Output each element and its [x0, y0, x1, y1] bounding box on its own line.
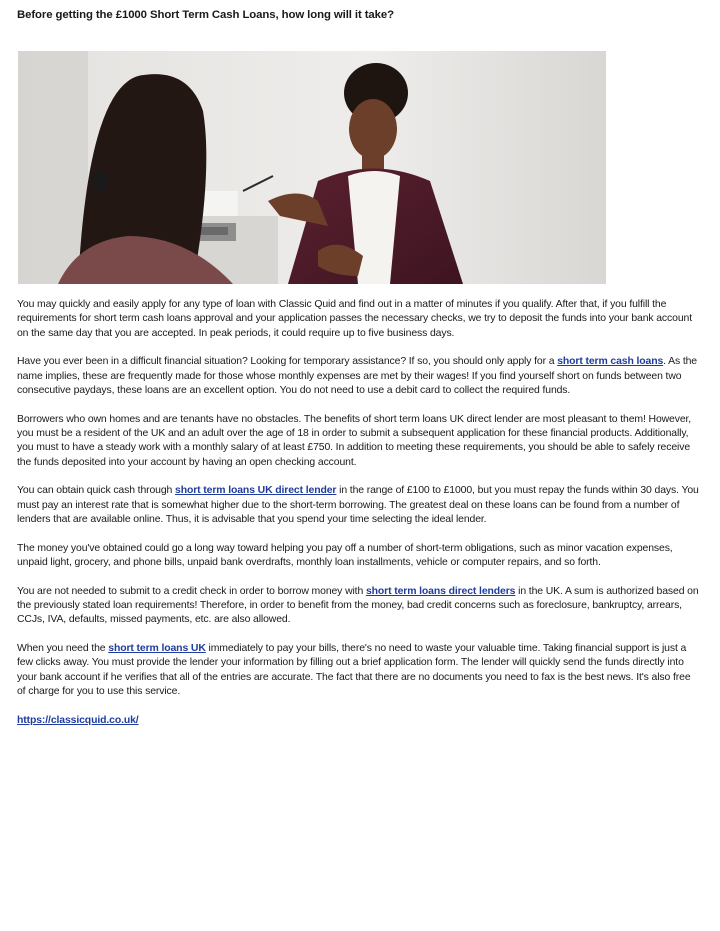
hero-photo [18, 51, 606, 284]
paragraph-5-text: The money you've obtained could go a long way toward helping you pay off a number of short-term obligations, such as minor vacation expenses, unpaid light, grocery, and phone bills, unpaid bank overdrafts, monthly loan installments, vehicle or computer repairs, and so forth. [17, 542, 673, 568]
paragraph-3-text: Borrowers who own homes and are tenants have no obstacles. The benefits of short term loans UK direct lender are most pleasant to them! However, you must be a resident of the UK and an adult over the age of 18 in order to submit a subsequent application for these financial products. Additionally, you must to have a steady work with a monthly salary of at least £750. In addition to meeting these requirements, you should be able to safely receive the funds deposited into your account by having an open checking account. [17, 413, 692, 468]
short-term-loans-uk-link[interactable]: short term loans UK [108, 642, 206, 654]
paragraph-5 [17, 542, 701, 571]
paragraph-6-text-after: in the UK. A sum is authorized based on the previously stated loan requirements! Therefore, in order to benefit from the money, bad credit concerns such as foreclosure, bankruptcy, arrears, CCJs, IVA, defaults, missed payments, etc. are also allowed. [17, 585, 699, 626]
paragraph-4 [17, 484, 701, 527]
paragraph-4-text-after: in the range of £100 to £1000, but you must repay the funds within 30 days. You must pay an interest rate that is somewhat higher due to the short-term borrowing. The greatest deal on these loans can be found from a number of lenders that are available online. Thus, it is advisable that you spend your time selecting the ideal lender. [17, 485, 699, 526]
paragraph-2-text-before: Have you ever been in a difficult financial situation? Looking for temporary assistance? If so, you should only apply for a [17, 356, 558, 368]
paragraph-1 [17, 298, 701, 341]
photo-illustration [18, 51, 606, 284]
paragraph-2 [17, 355, 701, 398]
short-term-loans-direct-lenders-link[interactable]: short term loans direct lenders [365, 585, 516, 597]
paragraph-6 [17, 585, 701, 628]
paragraph-2-text-after: . As the name implies, these are frequently made for those whose monthly expenses are met by their wages! If you find yourself short on funds between two consecutive paydays, these loans are an excellent option. You do not need to use a debit card to collect the required funds. [17, 356, 697, 397]
article-body [17, 298, 701, 742]
paragraph-7-text-before: When you need the [17, 642, 109, 654]
short-term-cash-loans-link[interactable]: short term cash loans [557, 356, 664, 368]
page-title: Before getting the £1000 Short Term Cash Loans, how long will it take? [17, 9, 394, 21]
paragraph-4-text-before: You can obtain quick cash through [17, 485, 176, 497]
website-link-paragraph [17, 714, 701, 728]
website-url-link[interactable]: https://classicquid.co.uk/ [17, 714, 139, 726]
short-term-loans-uk-direct-lender-link[interactable]: short term loans UK direct lender [175, 485, 337, 497]
paragraph-7-text-after: immediately to pay your bills, there's no need to waste your valuable time. Taking financial support is just a few clicks away. You must provide the lender your information by filling out a brief application form. The lender will quickly send the funds directly into your bank account if he verifies that all of the entries are accurate. The fact that there are no documents you need to fax is the best news. It's also free of charge for you to use this service. [17, 642, 691, 697]
paragraph-7 [17, 642, 701, 699]
paragraph-6-text-before: You are not needed to submit to a credit check in order to borrow money with [17, 585, 366, 597]
paragraph-3 [17, 413, 701, 470]
paragraph-1-text: You may quickly and easily apply for any type of loan with Classic Quid and find out in a matter of minutes if you qualify. After that, if you fulfill the requirements for short term cash loans approval and your application passes the necessary checks, we try to deposit the funds into your bank account on the same day that you are accepted. In peak periods, it could require up to five business days. [17, 299, 692, 339]
